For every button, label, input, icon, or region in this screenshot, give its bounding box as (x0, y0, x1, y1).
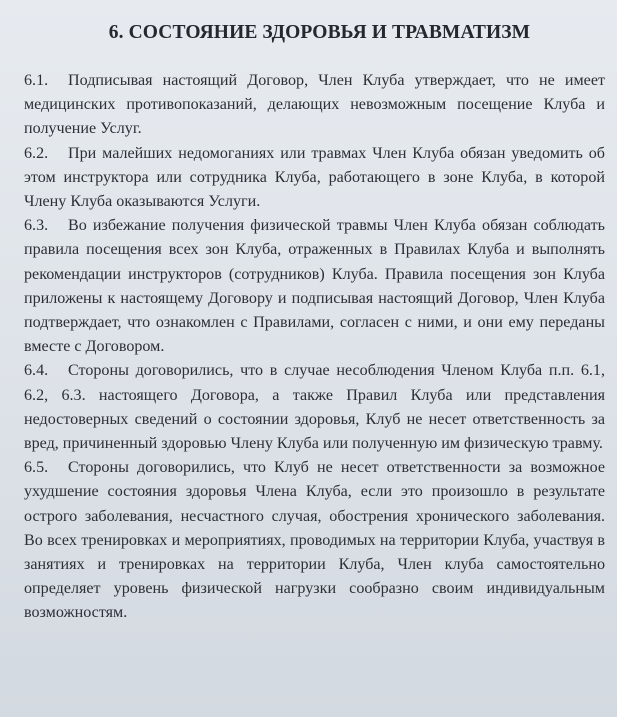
clause-6-3 (24, 214, 605, 359)
clause-text: Стороны договорились, что Клуб не несет ответственности за возможное ухудшение состояния здоровья Члена Клуба, если это произошло в результате острого заболевания, несчастного случая, обострения хронического заболевания. Во всех тренировках и мероприятиях, проводимых на территории Клуба, участвуя в занятиях и тренировках на территории Клуба, Член клуба самостоятельно определяет уровень физической нагрузки сообразно своим индивидуальным возможностям. (24, 459, 605, 622)
clause-text: Во избежание получения физической травмы Член Клуба обязан соблюдать правила посещения всех зон Клуба, отраженных в Правилах Клуба и выполнять рекомендации инструкторов (сотрудников) Клуба. Правила посещения зон Клуба приложены к настоящему Договору и подписывая настоящий Договор, Член Клуба подтверждает, что ознакомлен с Правилами, согласен с ними, и они ему переданы вместе с Договором. (24, 217, 605, 356)
section-title: 6. СОСТОЯНИЕ ЗДОРОВЬЯ И ТРАВМАТИЗМ (108, 22, 531, 43)
clause-6-1 (24, 69, 605, 142)
clause-6-4 (24, 359, 605, 456)
clause-number: 6.4. (24, 362, 49, 380)
clause-text: Стороны договорились, что в случае несоблюдения Членом Клуба п.п. 6.1, 6.2, 6.3. настоящего Договора, а также Правил Клуба или представления недостоверных сведений о состоянии здоровья, Клуб не несет ответственность за вред, причиненный здоровью Члену Клуба или полученную им физическую травму. (24, 362, 605, 453)
clause-6-5 (24, 456, 605, 625)
clause-text: При малейших недомоганиях или травмах Член Клуба обязан уведомить об этом инструктора или сотрудника Клуба, работающего в зоне Клуба, в которой Члену Клуба оказываются Услуги. (24, 144, 605, 211)
clause-number: 6.2. (24, 144, 49, 162)
clause-6-2 (24, 142, 605, 215)
clause-number: 6.5. (24, 459, 49, 477)
clause-number: 6.3. (24, 217, 49, 235)
clause-number: 6.1. (24, 72, 49, 89)
clause-text: Подписывая настоящий Договор, Член Клуба утверждает, что не имеет медицинских противопоказаний, делающих невозможным посещение Клуба и получение Услуг. (24, 72, 605, 138)
